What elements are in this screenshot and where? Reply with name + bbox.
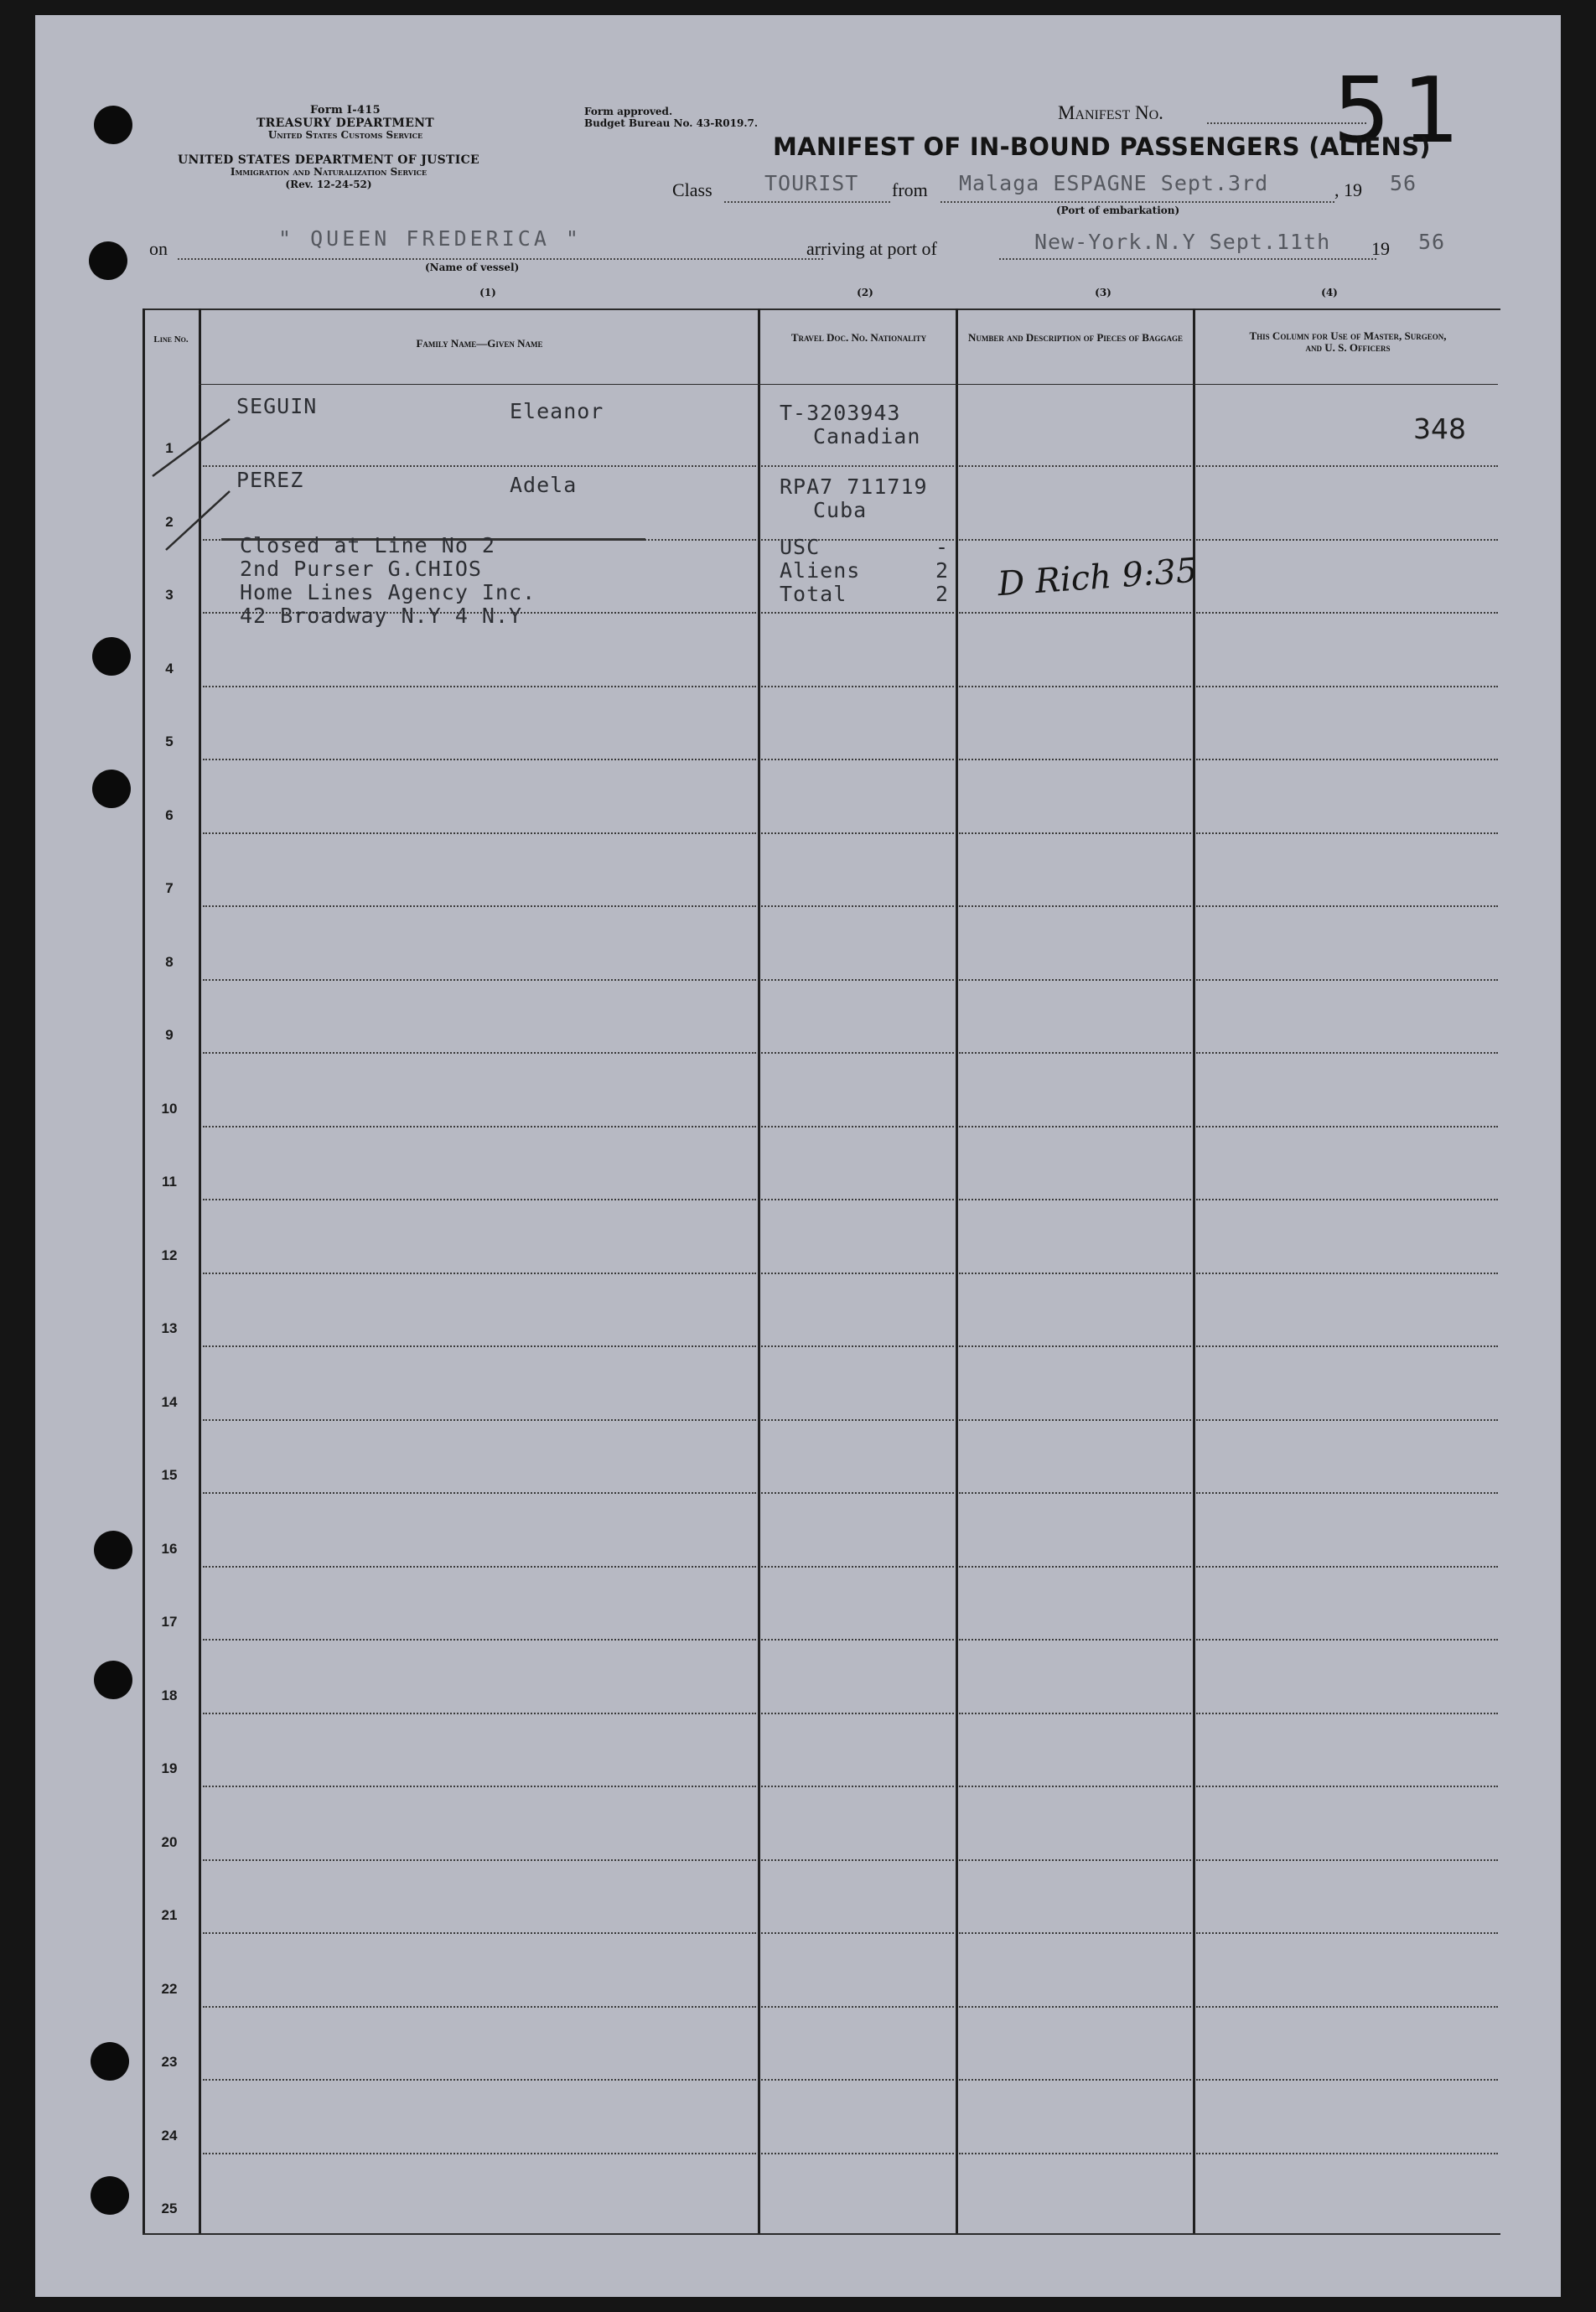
row-rule bbox=[959, 465, 1191, 467]
punch-hole bbox=[89, 241, 127, 280]
col-3-number: (3) bbox=[1095, 287, 1112, 298]
row-rule bbox=[203, 1713, 756, 1714]
row-rule bbox=[1196, 1859, 1498, 1861]
treasury-department: TREASURY DEPARTMENT bbox=[256, 117, 435, 130]
row-rule bbox=[1196, 686, 1498, 687]
row-rule bbox=[1196, 832, 1498, 834]
row-rule bbox=[1196, 1566, 1498, 1568]
on-label: on bbox=[149, 238, 168, 259]
line-number: 7 bbox=[165, 880, 174, 896]
row-rule bbox=[1196, 979, 1498, 981]
row-rule bbox=[761, 759, 954, 760]
row-rule bbox=[959, 1126, 1191, 1127]
row-rule bbox=[1196, 2079, 1498, 2081]
row-rule bbox=[761, 1932, 954, 1934]
line-number: 16 bbox=[161, 1541, 178, 1557]
punch-hole bbox=[92, 770, 131, 808]
row-rule bbox=[959, 1786, 1191, 1787]
row-rule bbox=[1196, 1199, 1498, 1200]
col-baggage-header: Number and Description of Pieces of Baggage bbox=[968, 331, 1183, 344]
ins-service: Immigration and Naturalization Service bbox=[230, 166, 428, 178]
line-number: 11 bbox=[162, 1174, 177, 1190]
col-4-number: (4) bbox=[1321, 287, 1338, 298]
year-prefix: , 19 bbox=[1334, 179, 1362, 200]
agency-name: Home Lines Agency Inc. bbox=[240, 580, 536, 604]
punch-hole bbox=[94, 1661, 132, 1699]
class-value: TOURIST bbox=[764, 171, 859, 195]
row-rule bbox=[959, 1492, 1191, 1494]
row-rule bbox=[959, 1713, 1191, 1714]
form-number: Form I-415 bbox=[310, 104, 381, 117]
row-rule bbox=[203, 465, 756, 467]
line-number: 12 bbox=[161, 1247, 178, 1263]
row-rule bbox=[203, 1639, 756, 1641]
row2-family-name: PEREZ bbox=[236, 468, 304, 492]
row-rule bbox=[959, 1273, 1191, 1274]
row-rule bbox=[959, 1419, 1191, 1421]
row-rule bbox=[203, 1492, 756, 1494]
col-2-number: (2) bbox=[857, 287, 873, 298]
row-rule bbox=[1196, 1345, 1498, 1347]
page-title: MANIFEST OF IN-BOUND PASSENGERS (ALIENS) bbox=[773, 132, 1431, 161]
row-rule bbox=[761, 905, 954, 907]
row-rule bbox=[1196, 1713, 1498, 1714]
row-rule bbox=[203, 1932, 756, 1934]
row-rule bbox=[959, 832, 1191, 834]
from-label: from bbox=[892, 179, 928, 200]
line-number: 25 bbox=[161, 2201, 178, 2216]
usc-value: - bbox=[935, 535, 950, 559]
row-rule bbox=[1196, 2153, 1498, 2154]
form-approved: Form approved. bbox=[584, 106, 673, 117]
row-rule bbox=[1196, 465, 1498, 467]
row-rule bbox=[959, 2153, 1191, 2154]
row-rule bbox=[761, 1273, 954, 1274]
arriving-label: arriving at port of bbox=[806, 238, 937, 259]
line-number: 18 bbox=[161, 1687, 178, 1703]
line-number: 9 bbox=[165, 1027, 174, 1043]
total-count: 2 bbox=[935, 582, 950, 606]
line-number: 20 bbox=[161, 1834, 178, 1850]
row-rule bbox=[203, 759, 756, 760]
col-name-header: Family Name—Given Name bbox=[416, 337, 543, 350]
line-number: 1 bbox=[165, 440, 174, 456]
row-rule bbox=[761, 832, 954, 834]
total-label: Total bbox=[780, 582, 847, 606]
line-number: 13 bbox=[161, 1320, 178, 1336]
line-number: 14 bbox=[161, 1394, 178, 1410]
embark-year: 56 bbox=[1390, 171, 1417, 195]
row-rule bbox=[203, 905, 756, 907]
row-rule bbox=[959, 759, 1191, 760]
line-number: 6 bbox=[165, 807, 174, 823]
agency-address: 42 Broadway N.Y 4 N.Y bbox=[240, 604, 523, 628]
row-rule bbox=[1196, 1419, 1498, 1421]
line-number: 21 bbox=[161, 1907, 178, 1923]
row2-travel-doc: RPA7 711719 bbox=[780, 474, 928, 499]
row-rule bbox=[761, 1492, 954, 1494]
row-rule bbox=[203, 1566, 756, 1568]
row-rule bbox=[1196, 1126, 1498, 1127]
row1-travel-doc: T-3203943 bbox=[780, 401, 901, 425]
line-number: 4 bbox=[165, 661, 174, 676]
row-rule bbox=[203, 686, 756, 687]
row-rule bbox=[761, 1786, 954, 1787]
line-number: 17 bbox=[161, 1614, 178, 1630]
arrival-year: 56 bbox=[1418, 230, 1446, 254]
row-rule bbox=[959, 1345, 1191, 1347]
row-rule bbox=[959, 1199, 1191, 1200]
row-rule bbox=[761, 686, 954, 687]
row-rule bbox=[761, 979, 954, 981]
row1-given-name: Eleanor bbox=[510, 399, 604, 423]
arrival-port: New-York.N.Y Sept.11th bbox=[1034, 230, 1331, 254]
row-rule bbox=[1196, 2006, 1498, 2008]
row-rule bbox=[203, 1345, 756, 1347]
row-rule bbox=[761, 465, 954, 467]
row-rule bbox=[761, 1566, 954, 1568]
row-rule bbox=[203, 1126, 756, 1127]
port-caption: (Port of embarkation) bbox=[1056, 205, 1180, 216]
line-number: 2 bbox=[165, 514, 174, 530]
row2-given-name: Adela bbox=[510, 473, 578, 497]
line-number: 19 bbox=[161, 1760, 178, 1776]
row-rule bbox=[1196, 539, 1498, 541]
officer-signature: D Rich 9:35 bbox=[996, 551, 1199, 604]
row-rule bbox=[761, 1639, 954, 1641]
row2-nationality: Cuba bbox=[813, 498, 868, 522]
punch-hole bbox=[91, 2042, 129, 2081]
row-rule bbox=[1196, 1273, 1498, 1274]
row-rule bbox=[203, 1199, 756, 1200]
line-number: 10 bbox=[161, 1101, 178, 1117]
punch-hole bbox=[94, 1531, 132, 1569]
row-rule bbox=[959, 2079, 1191, 2081]
row-rule bbox=[959, 905, 1191, 907]
row-rule bbox=[203, 1273, 756, 1274]
aliens-label: Aliens bbox=[780, 558, 861, 583]
row-rule bbox=[959, 2006, 1191, 2008]
row-rule bbox=[761, 1199, 954, 1200]
row-rule bbox=[203, 979, 756, 981]
justice-department: UNITED STATES DEPARTMENT OF JUSTICE bbox=[177, 153, 480, 167]
manifest-sheet bbox=[35, 15, 1561, 2297]
row-rule bbox=[203, 832, 756, 834]
row-rule bbox=[761, 612, 954, 614]
manifest-number: 51 bbox=[1333, 59, 1472, 163]
row1-officer-note: 348 bbox=[1413, 412, 1466, 445]
row-rule bbox=[1196, 1492, 1498, 1494]
class-label: Class bbox=[672, 179, 712, 200]
row-rule bbox=[1196, 905, 1498, 907]
row-rule bbox=[761, 2153, 954, 2154]
col-line-header: Line No. bbox=[153, 334, 189, 345]
row-rule bbox=[203, 2079, 756, 2081]
line-number: 24 bbox=[161, 2128, 178, 2144]
row-rule bbox=[203, 1859, 756, 1861]
row-rule bbox=[761, 1419, 954, 1421]
arrival-year-prefix: 19 bbox=[1371, 238, 1390, 259]
col-officer-header: This Column for Use of Master, Surgeon, and U. S. Officers bbox=[1249, 329, 1447, 354]
row-rule bbox=[959, 539, 1191, 541]
row-rule bbox=[203, 2006, 756, 2008]
punch-hole bbox=[94, 106, 132, 144]
row-rule bbox=[203, 1419, 756, 1421]
vessel-caption: (Name of vessel) bbox=[425, 262, 520, 273]
col-doc-header: Travel Doc. No. Nationality bbox=[790, 331, 927, 344]
line-number: 22 bbox=[161, 1981, 178, 1997]
punch-hole bbox=[91, 2176, 129, 2215]
row-rule bbox=[761, 2006, 954, 2008]
row-rule bbox=[761, 1713, 954, 1714]
row1-family-name: SEGUIN bbox=[236, 394, 318, 418]
manifest-no-label: Manifest No. bbox=[1058, 102, 1163, 123]
row-rule bbox=[761, 2079, 954, 2081]
col-1-number: (1) bbox=[479, 287, 496, 298]
row-rule bbox=[761, 1052, 954, 1054]
line-number: 8 bbox=[165, 954, 174, 970]
line-number: 23 bbox=[161, 2054, 178, 2070]
row-rule bbox=[959, 1052, 1191, 1054]
row-rule bbox=[761, 1345, 954, 1347]
revision: (Rev. 12-24-52) bbox=[285, 179, 372, 190]
usc-label: USC bbox=[780, 535, 821, 559]
row-rule bbox=[959, 1859, 1191, 1861]
row-rule bbox=[761, 1126, 954, 1127]
row-rule bbox=[959, 612, 1191, 614]
row-rule bbox=[959, 686, 1191, 687]
closed-at-line: Closed at Line No 2 bbox=[240, 533, 495, 557]
row-rule bbox=[1196, 1932, 1498, 1934]
row-rule bbox=[959, 1639, 1191, 1641]
row-rule bbox=[1196, 1639, 1498, 1641]
budget-bureau: Budget Bureau No. 43-R019.7. bbox=[584, 117, 759, 129]
line-number: 5 bbox=[165, 734, 174, 749]
row-rule bbox=[203, 1052, 756, 1054]
row-rule bbox=[203, 2153, 756, 2154]
row-rule bbox=[1196, 1786, 1498, 1787]
punch-hole bbox=[92, 637, 131, 676]
customs-service: United States Customs Service bbox=[267, 129, 423, 141]
row-rule bbox=[959, 979, 1191, 981]
vessel-name: " QUEEN FREDERICA " bbox=[278, 226, 582, 251]
row-rule bbox=[761, 1859, 954, 1861]
line-number: 3 bbox=[165, 587, 174, 603]
embarkation-port: Malaga ESPAGNE Sept.3rd bbox=[959, 171, 1269, 195]
row-rule bbox=[959, 1566, 1191, 1568]
row-rule bbox=[1196, 759, 1498, 760]
row-rule bbox=[1196, 612, 1498, 614]
row-rule bbox=[959, 1932, 1191, 1934]
row-rule bbox=[203, 1786, 756, 1787]
aliens-count: 2 bbox=[935, 558, 950, 583]
line-number: 15 bbox=[161, 1467, 178, 1483]
purser-name: 2nd Purser G.CHIOS bbox=[240, 557, 482, 581]
row1-nationality: Canadian bbox=[813, 424, 921, 448]
row-rule bbox=[1196, 1052, 1498, 1054]
